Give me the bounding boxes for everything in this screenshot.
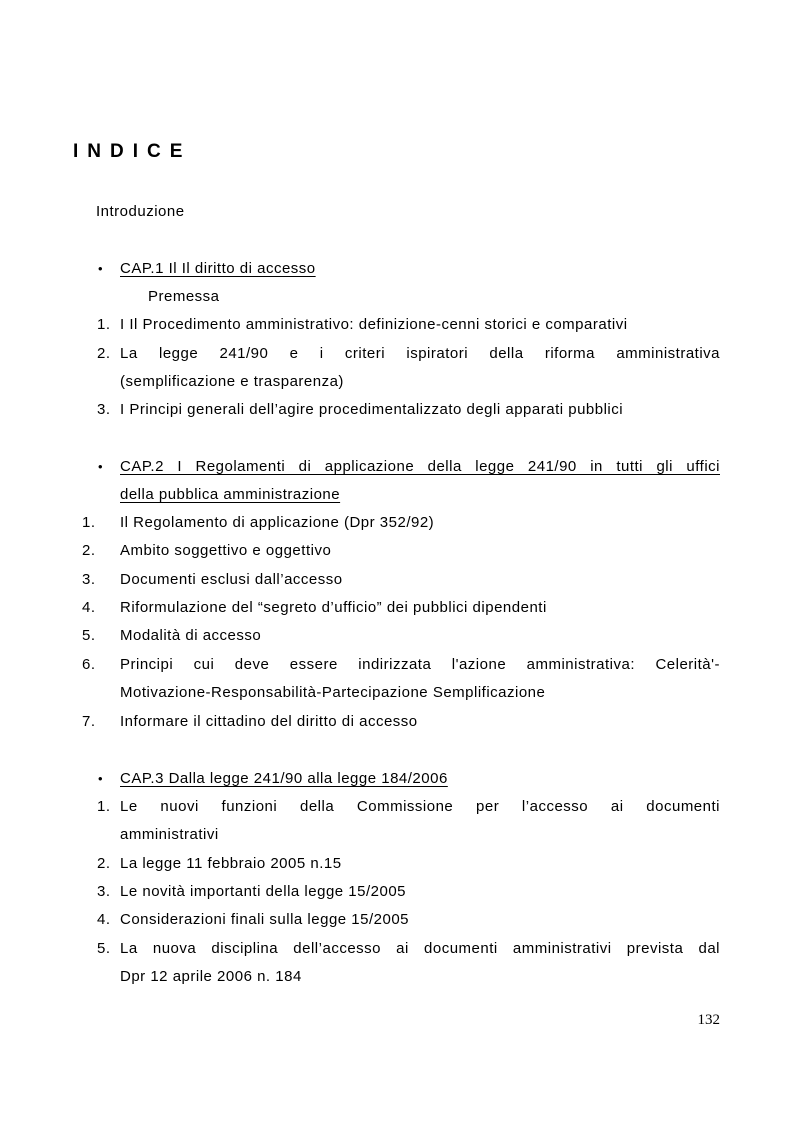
page-number: 132: [697, 1012, 720, 1028]
chapter-3-item-4: Considerazioni finali sulla legge 15/2005: [120, 911, 410, 928]
chapter-1-item-1: I Il Procedimento amministrativo: definizione-cenni storici e comparativi: [120, 316, 628, 333]
chapter-2-item-2-number: 2.: [82, 542, 96, 559]
chapter-3-item-2-number: 2.: [97, 855, 111, 872]
chapter-3-item-2: La legge 11 febbraio 2005 n.15: [120, 855, 342, 872]
chapter-1-bullet: •: [98, 261, 103, 276]
chapter-2-item-1-number: 1.: [82, 514, 96, 531]
chapter-1-item-3-number: 3.: [97, 401, 111, 418]
chapter-2-item-6-line-2: Motivazione-Responsabilità-Partecipazione Semplificazione: [120, 684, 546, 701]
chapter-2-item-7-number: 7.: [82, 713, 96, 730]
chapter-2-item-4: Riformulazione del “segreto d’ufficio” dei pubblici dipendenti: [120, 599, 547, 616]
chapter-3-heading: CAP.3 Dalla legge 241/90 alla legge 184/2006: [120, 770, 448, 787]
chapter-2-item-3: Documenti esclusi dall’accesso: [120, 571, 343, 588]
chapter-1-item-2-line-1: La legge 241/90 e i criteri ispiratori della riforma amministrativa: [120, 345, 720, 362]
chapter-1-item-2-number: 2.: [97, 345, 111, 362]
chapter-1-heading: CAP.1 Il Il diritto di accesso: [120, 260, 316, 277]
chapter-2-heading-line-2: della pubblica amministrazione: [120, 486, 341, 503]
chapter-3-bullet: •: [98, 771, 103, 786]
chapter-3-item-4-number: 4.: [97, 911, 111, 928]
chapter-2-item-2: Ambito soggettivo e oggettivo: [120, 542, 332, 559]
chapter-2-item-6-number: 6.: [82, 656, 96, 673]
chapter-3-item-3: Le novità importanti della legge 15/2005: [120, 883, 407, 900]
chapter-1-item-1-number: 1.: [97, 316, 111, 333]
chapter-3-item-5-number: 5.: [97, 940, 111, 957]
chapter-1-item-3: I Principi generali dell’agire procedimentalizzato degli apparati pubblici: [120, 401, 624, 418]
chapter-3-item-5-line-2: Dpr 12 aprile 2006 n. 184: [120, 968, 302, 985]
chapter-2-item-6-line-1: Principi cui deve essere indirizzata l'azione amministrativa: Celerità'-: [120, 656, 720, 673]
chapter-2-item-5-number: 5.: [82, 627, 96, 644]
chapter-2-item-1: Il Regolamento di applicazione (Dpr 352/92): [120, 514, 435, 531]
chapter-3-item-1-number: 1.: [97, 798, 111, 815]
chapter-3-item-5-line-1: La nuova disciplina dell’accesso ai documenti amministrativi prevista dal: [120, 940, 720, 957]
chapter-2-item-3-number: 3.: [82, 571, 96, 588]
chapter-2-heading-line-1: CAP.2 I Regolamenti di applicazione della legge 241/90 in tutti gli uffici: [120, 458, 720, 475]
chapter-1-item-2-line-2: (semplificazione e trasparenza): [120, 373, 344, 390]
introduction-entry: Introduzione: [96, 203, 185, 220]
chapter-3-item-3-number: 3.: [97, 883, 111, 900]
page-title: INDICE: [73, 141, 192, 162]
chapter-2-bullet: •: [98, 459, 103, 474]
chapter-2-item-4-number: 4.: [82, 599, 96, 616]
chapter-3-item-1-line-2: amministrativi: [120, 826, 219, 843]
chapter-1-premessa: Premessa: [148, 288, 220, 305]
chapter-2-item-7: Informare il cittadino del diritto di accesso: [120, 713, 418, 730]
chapter-3-item-1-line-1: Le nuovi funzioni della Commissione per l’accesso ai documenti: [120, 798, 720, 815]
chapter-2-item-5: Modalità di accesso: [120, 627, 262, 644]
